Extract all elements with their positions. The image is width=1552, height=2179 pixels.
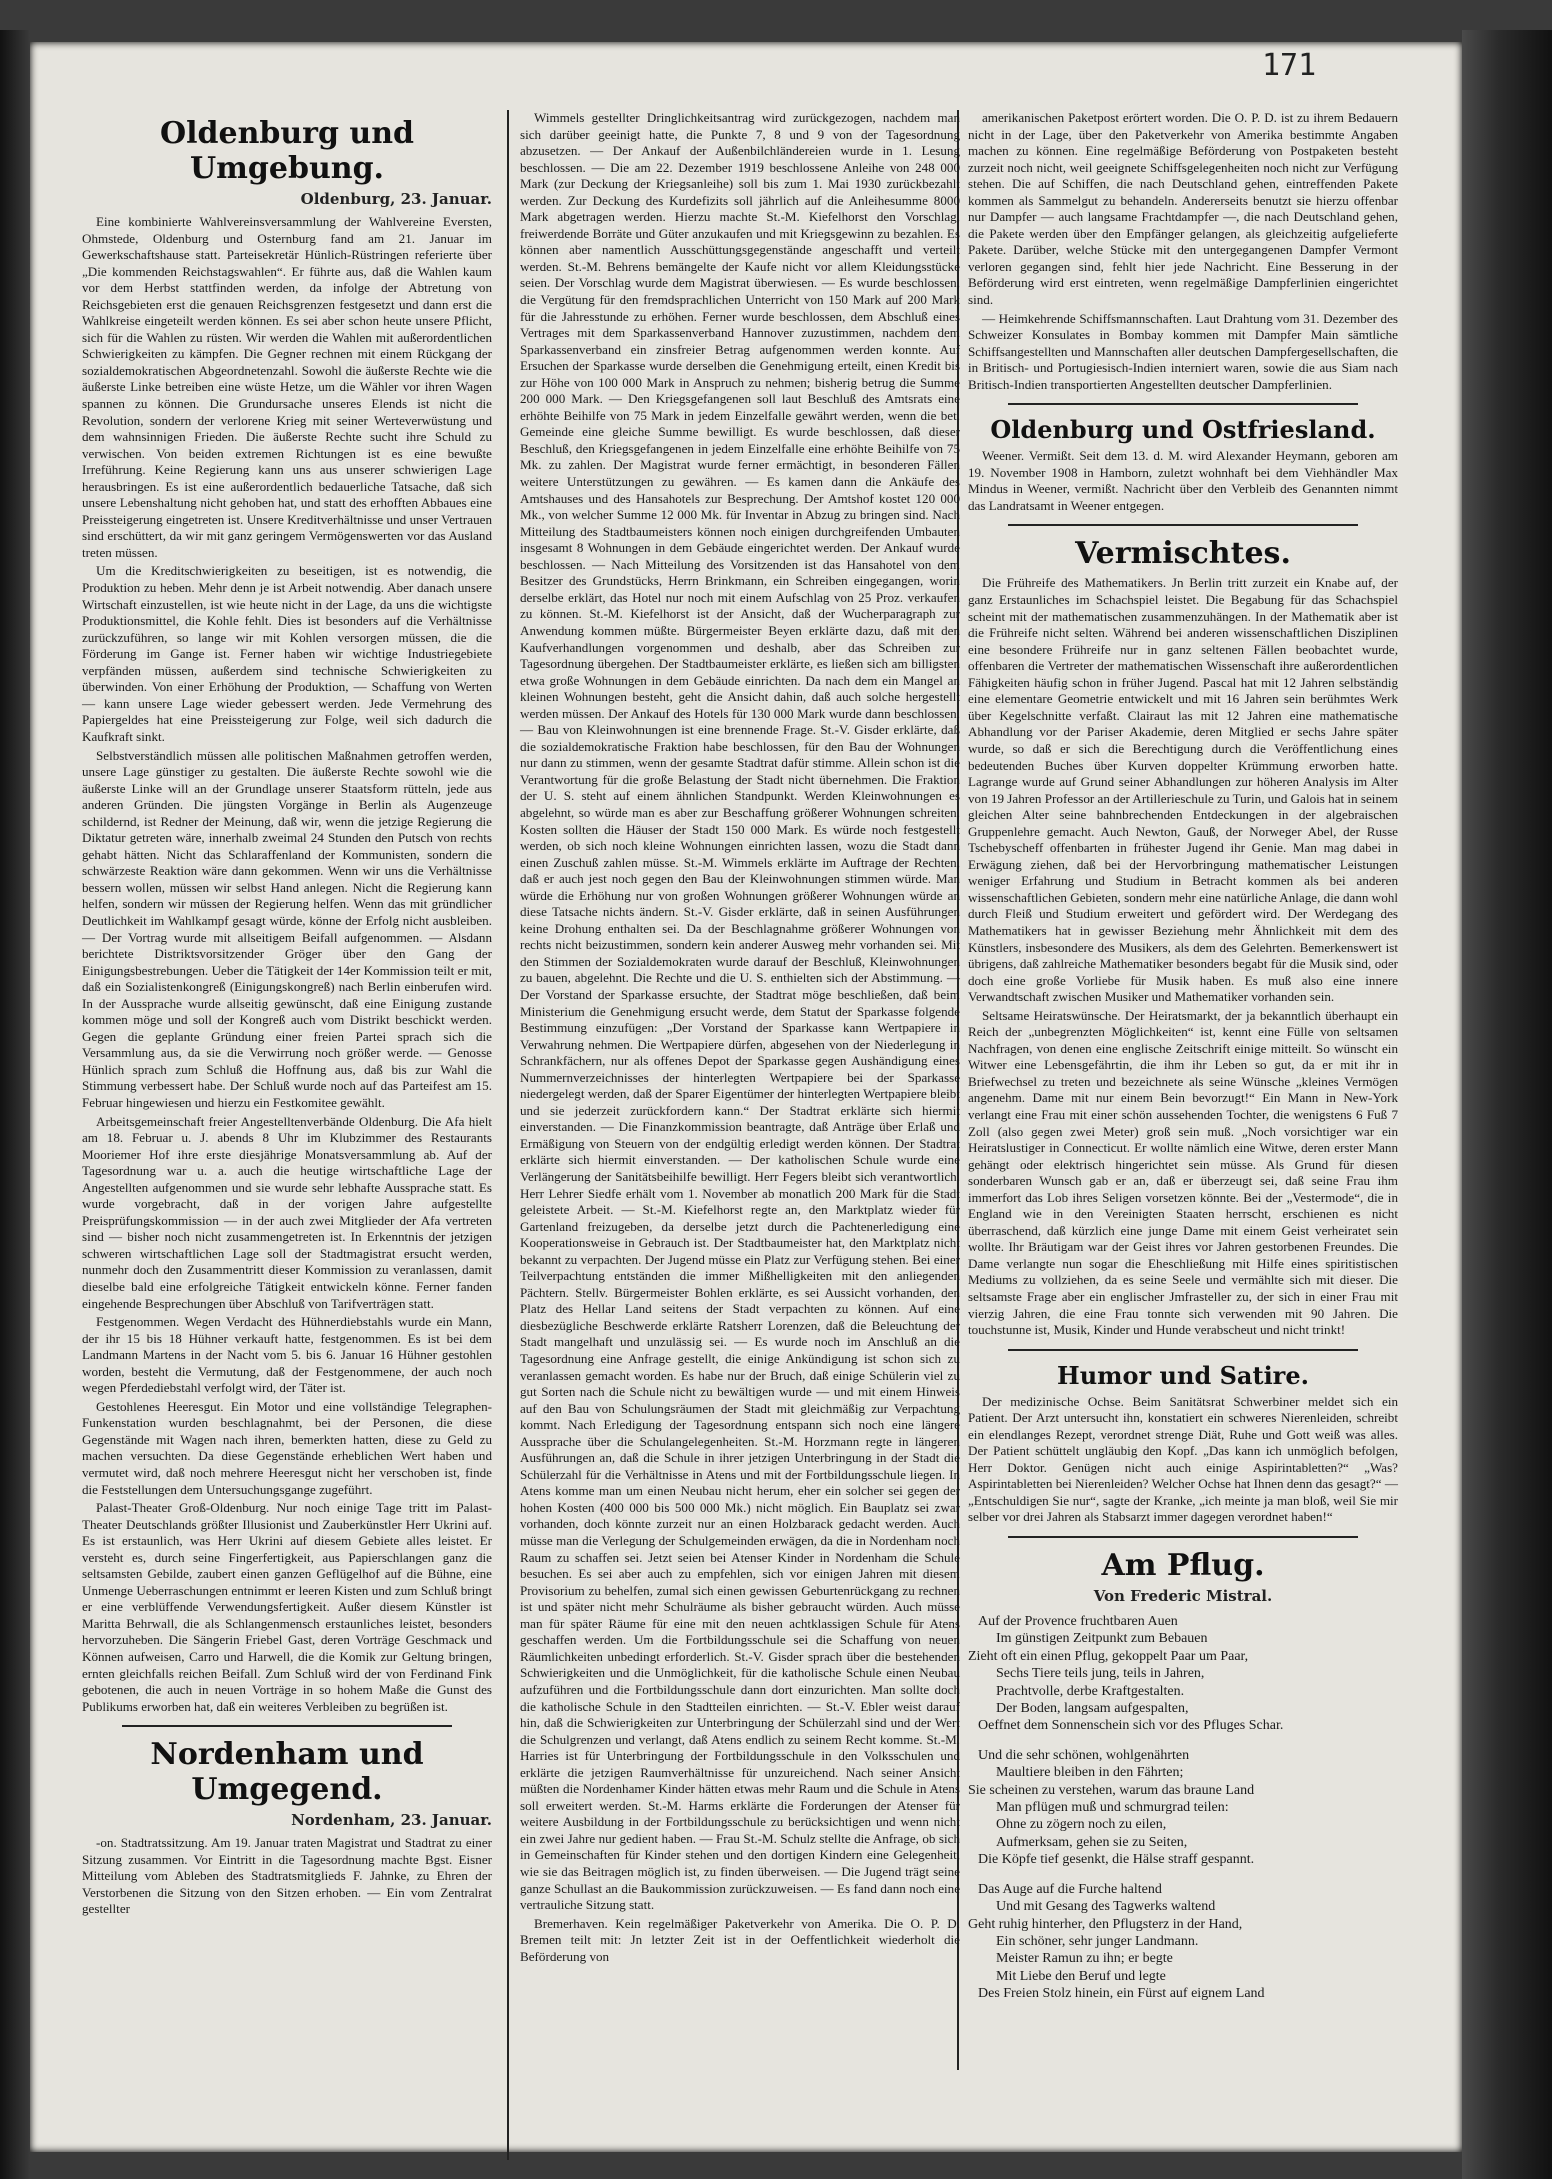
article-paketverkehr bbox=[968, 110, 1398, 393]
poem-line: Geht ruhig hinterher, den Pflugsterz in der Hand, bbox=[968, 1916, 1243, 1932]
poem-line: Des Freien Stolz hinein, ein Fürst auf eignem Land bbox=[978, 1986, 1265, 2002]
dateline-nordenham: Nordenham, 23. Januar. bbox=[291, 1811, 492, 1830]
poem-line: Sie scheinen zu verstehen, warum das braune Land bbox=[968, 1782, 1255, 1798]
poem-author: Von Frederic Mistral. bbox=[1093, 1587, 1273, 1606]
article-group-2 bbox=[82, 1114, 492, 1716]
paragraph: Seltsame Heiratswünsche. Der Heiratsmarkt, der ja bekanntlich überhaupt ein Reich der „unbegrenzten Möglichkeiten“ ist, kennt eine Fülle von seltsamen Nachfragen, von denen eine englische Zeitschrift einige mitteilt. So wünscht ein Witwer eine Lebensgefährtin, die ihm ihr Leben so gut, da er mit ihr in Briefwechsel zu treten und bezeichnete als seine Wünsche „kleines Vermögen angenehm. Dame mit nur einem Bein bevorzugt!“ Ein Mann in New-York verlangt eine Frau mit einer schön aussehenden Tochter, die wenigstens 6 Fuß 7 Zoll (also gegen zwei Meter) groß sein muß. „Noch vorsichtiger war ein Heiratslustiger in Connecticut. Er wollte nämlich eine Witwe, deren erster Mann gehängt oder elektrisch hingerichtet sein müsse. Als Grund für diesen sonderbaren Wunsch gab er an, daß er überzeugt sei, daß seine Frau ihm immerfort das Lob ihres Seligen vorsetzen könnte. Bei der „Vestermode“, die in England wie in den Vereinigten Staaten herrscht, erschienen es nicht überraschend, daß kürzlich eine junge Dame mit einem Geist verheiratet sein wollte. Ihr Bräutigam war der Geist ihres vor Jahren gestorbenen Freundes. Die Dame verlangte nun sogar die Eheschließung mit Hilfe eines spiritistischen Mediums zu vollziehen, da es seine Seele und vermählte sich mit dieser. Die seltsamste Frage aber ein englischer Jmfrasteller zu, der sich in einer Frau mit vierzig Jahren, die eine Frau tonnte sich verwenden mit 90 Jahren. Die touchstunne ist, Musik, Kinder und Hunde verabscheut und nicht trinkt! bbox=[968, 1007, 1398, 1338]
article-humor bbox=[968, 1394, 1398, 1526]
poem-line: Die Köpfe tief gesenkt, die Hälse straff gespannt. bbox=[978, 1852, 1255, 1868]
article-weener bbox=[968, 448, 1398, 514]
paragraph: amerikanischen Paketpost erörtert worden. Die O. P. D. ist zu ihrem Bedauern nicht in der Lage, über den Paketverkehr von Amerika bestimmte Angaben machen zu können. Eine regelmäßige Beförderung von Postpaketen besteht zurzeit noch nicht, weil geeignete Schiffsgelegenheiten noch nicht zur Verfügung stehen. Die auf Schiffen, die nach Deutschland gehen, eintreffenden Pakete kommen als Sammelgut zu behandeln. Andererseits benutzt sie hierzu offenbar nur Dampfer — auch langsame Frachtdampfer —, die nach Deutschland gehen, die Pakete werden über den Empfänger gelangen, als gleichzeitig aufgelieferte Pakete. Darüber, welche Stücke mit den untergegangenen Dampfer Vermont verloren gegangen sind, fehlt hier jede Nachricht. Eine Besserung in der Beförderung wird erst eintreten, wenn regelmäßige Dampferlinien eingerichtet sind. bbox=[968, 110, 1398, 308]
section-divider bbox=[1008, 524, 1358, 526]
poem-line: Sechs Tiere teils jung, teils in Jahren, bbox=[996, 1666, 1205, 1682]
poem-line: Auf der Provence fruchtbaren Auen bbox=[978, 1614, 1178, 1630]
poem-line: Der Boden, langsam aufgespalten, bbox=[996, 1701, 1189, 1717]
section-heading-humor: Humor und Satire. bbox=[1057, 1360, 1309, 1390]
column-2 bbox=[520, 110, 960, 1967]
section-heading-nordenham: Nordenham und Umgegend. bbox=[150, 1737, 424, 1808]
column-1 bbox=[82, 110, 492, 1920]
poem-line: Maultiere bleiben in den Fährten; bbox=[996, 1765, 1184, 1781]
poem-line: Zieht oft ein einen Pflug, gekoppelt Paar um Paar, bbox=[968, 1648, 1249, 1664]
book-left-edge bbox=[0, 30, 30, 2179]
paragraph: Die Frühreife des Mathematikers. Jn Berlin tritt zurzeit ein Knabe auf, der ganz Erstaunliches im Schachspiel leistet. Die Begabung für das Schachspiel scheint mit der mathematischen zusammenzuhängen. In der Mathematik aber ist die Frühreife nicht selten. Während bei anderen wissenschaftlichen Disziplinen eine besondere Frühreife nur in ganz seltenen Fällen beobachtet wurde, offenbaren die Vertreter der mathematischen Wissenschaft ihre außerordentlichen Fähigkeiten häufig schon in früher Jugend. Pascal hat mit 12 Jahren selbständig eine elementare Geometrie entwickelt und mit 16 Jahren sein berühmtes Werk über Kegelschnitte verfaßt. Clairaut las mit 12 Jahren eine mathematische Abhandlung vor der Pariser Akademie, deren Mitglied er sechs Jahre später wurde, so daß er sich die Berechtigung durch die Veröffentlichung eines bedeutenden Buches über Kurven doppelter Krümmung erworben hatte. Lagrange wurde auf Grund seiner Abhandlungen zur höheren Analysis im Alter von 19 Jahren Professor an der Artillerieschule zu Turin, und Galois hat in seinem gleichen Alter seine bahnbrechenden Entdeckungen in der algebraischen Gruppenlehre gemacht. Auch Newton, Gauß, der Norweger Abel, der Russe Tschebyscheff offenbarten in frühester Jugend ihr Genie. Man mag dabei in Erwägung ziehen, daß bei der Hervorbringung mathematischer Leistungen weniger Erfahrung und Studium in Betracht kommen als bei anderen wissenschaftlichen Gebieten, sondern mehr eine natürliche Anlage, die dann wohl durch Fleiß und Studium erweitert und gefördert wird. Der Werdegang des Mathematikers hat in gewisser Beziehung mehr Ähnlichkeit mit dem des Künstlers, insbesondere des Musikers, als dem des Gelehrten. Bemerkenswert ist übrigens, daß zahlreiche Mathematiker besonders begabt für die Musik sind, oder doch eine große Vorliebe für Musik haben. Es muß also eine innere Verwandtschaft zwischen Musiker und Mathematiker vorhanden sein. bbox=[968, 575, 1398, 1005]
section-divider bbox=[1008, 1536, 1358, 1538]
poem-title: Am Pflug. bbox=[1101, 1548, 1265, 1584]
section-divider bbox=[1008, 1349, 1358, 1351]
poem-line: Und die sehr schönen, wohlgenährten bbox=[978, 1747, 1190, 1763]
paragraph: Um die Kreditschwierigkeiten zu beseitigen, ist es notwendig, die Produktion zu heben. Mehr denn je ist Arbeit notwendig. Aber danach unsere Wirtschaft einzustellen, ist wie heute nicht in der Lage, da uns die wichtigste Produktionsmittel, die Kohle fehlt. Dies ist besonders auf die Verhältnisse zurückzuführen, so lange wir mit Kohlen versorgen müssen, die die Förderung im Gange ist. Ferner haben wir wichtige Industriegebiete verpfänden müssen, außerdem sind technische Schwierigkeiten zu überwinden. Von einer Erhöhung der Produktion, — Schaffung von Werten — kann unsere Lage wieder gebessert werden. Jede Vermehrung des Papiergeldes hat eine Preissteigerung zur Folge, weil sich dadurch die Kaufkraft sinkt. bbox=[82, 563, 492, 744]
paragraph: Arbeitsgemeinschaft freier Angestelltenverbände Oldenburg. Die Afa hielt am 18. Februar u. J. abends 8 Uhr im Klubzimmer des Restaurants Mooriemer Hof ihre erste diesjährige Monatsversammlung ab. Auf der Tagesordnung war u. a. auch die heutige wirtschaftliche Lage der Angestellten aufgenommen und sie wurde sehr lebhafte Aussprache statt. Es wurde vorgebracht, daß in der vorigen Jahre aufgestellte Preisprüfungskommission — in der auch zwei Mitglieder der Afa vertreten sind — bisher noch nicht zusammengetreten ist. In Erkenntnis der jetzigen schweren wirtschaftlichen Lage soll der Stadtmagistrat ersucht werden, nunmehr doch den Zusammentritt dieser Kommission zu veranlassen, damit dieselbe bald eine erfolgreiche Tätigkeit entwickeln könne. Ferner fanden eingehende Besprechungen über Abschluß von Tarifverträgen statt. bbox=[82, 1113, 492, 1311]
section-divider bbox=[122, 1725, 452, 1727]
paragraph: — Heimkehrende Schiffsmannschaften. Laut Drahtung vom 31. Dezember des Schweizer Konsulates in Bombay kommen mit Dampfer Main sämtliche Schiffsangestellten und Mannschaften aller deutschen Dampfergesellschaften, die in Britisch- und Portugiesisch-Indien interniert waren, sowie die aus Siam nach Britisch-Indien transportierten Angestellten deutscher Dampferlinien. bbox=[968, 310, 1398, 392]
poem-body bbox=[968, 1613, 1398, 2003]
book-spine bbox=[1462, 30, 1552, 2179]
paragraph: Selbstverständlich müssen alle politischen Maßnahmen getroffen werden, unsere Lage günstiger zu gestalten. Die äußerste Rechte sowohl wie die äußerste Linke will an der Grundlage unserer Staatsform rütteln, jede aus anderen Gründen. Die jüngsten Vorgänge in Berlin als Augenzeuge schildernd, ist Redner der Meinung, daß wir, wenn die jetzige Regierung die Diktatur getreten wäre, innerhalb zweimal 24 Stunden den Putsch von rechts gehabt hätten. Nicht das Schlaraffenland der Kommunisten, sondern die schwärzeste Reaktion wäre dann gekommen. Wenn wir uns die Verhältnisse bessern wollen, müssen wir selbst Hand anlegen. Nicht die Regierung kann helfen, sondern wir müssen der Regierung helfen. Wenn das mit gründlicher Deutlichkeit im Wahlkampf gesagt würde, könne der Erfolg nicht ausbleiben. — Der Vortrag wurde mit allseitigem Beifall aufgenommen. — Alsdann berichtete Distriktsvorsitzender Gröger über den Gang der Einigungsbestrebungen. Ueber die Tätigkeit der 14er Kommission teilt er mit, daß ein Sozialistenkongreß (Einigungskongreß) nach Berlin einberufen wird. In der Aussprache wurde allseitig gewünscht, daß eine Einigung zustande kommen möge und soll der Kongreß auch vom Distrikt beschickt werden. Gegen die geplante Gründung einer freien Partei sprach sich die Versammlung aus, da sie die Verwirrung noch größer werde. — Genosse Hünlich sprach zum Schluß die Hoffnung aus, daß bis zur Wahl die Stimmung verbessert habe. Der Schluß wurde noch auf das Parteifest am 15. Februar hingewiesen und hierzu ein Festkomitee gewählt. bbox=[82, 747, 492, 1110]
page-number: 171 bbox=[1262, 48, 1317, 83]
section-heading-vermischtes: Vermischtes. bbox=[1075, 536, 1291, 572]
poem-line: Ohne zu zögern noch zu eilen, bbox=[996, 1817, 1167, 1833]
paragraph: Der medizinische Ochse. Beim Sanitätsrat Schwerbiner meldet sich ein Patient. Der Arzt untersucht ihn, konstatiert ein schweres Nierenleiden, schreibt ein elendlanges Rezept, verordnet strenge Diät, Ruhe und Gott weiß was alles. Der Patient schüttelt ungläubig den Kopf. „Das kann ich unmöglich befolgen, Herr Doktor. Genügen nicht auch einige Aspirintabletten?“ „Was? Aspirintabletten bei Nierenleiden? Welcher Ochse hat Ihnen denn das gesagt?“ — „Entschuldigen Sie nur“, sagte der Kranke, „ich meinte ja man bloß, weil Sie mir selber vor drei Jahren als Stabsarzt immer dagegen verordnet haben!“ bbox=[968, 1393, 1398, 1525]
paragraph: Gestohlenes Heeresgut. Ein Motor und eine vollständige Telegraphen-Funkenstation wurden beschlagnahmt, bei der Personen, die diese Gegenstände mit Wagen nach ihren, bemerkten hatten, diese zu Geld zu machen versuchten. Da diese Gegenstände erheblichen Wert haben und vermutet wird, daß noch mehrere Heeresgut nicht her verschoben ist, finde die Feststellungen dem Untersuchungsgange zugeführt. bbox=[82, 1398, 492, 1497]
poem-stanza bbox=[968, 1613, 1398, 1735]
poem-line: Man pflügen muß und schmurgrad teilen: bbox=[996, 1800, 1229, 1816]
section-heading-ostfriesland: Oldenburg und Ostfriesland. bbox=[990, 415, 1376, 445]
paragraph: Weener. Vermißt. Seit dem 13. d. M. wird Alexander Heymann, geboren am 19. November 1908 in Hamborn, zuletzt wohnhaft bei dem Viehhändler Max Mindus in Weener, vermißt. Nachricht über den Verbleib des Genannten nimmt das Landratsamt in Weener entgegen. bbox=[968, 448, 1398, 513]
poem-line: Aufmerksam, gehen sie zu Seiten, bbox=[996, 1834, 1188, 1850]
section-divider bbox=[1008, 403, 1358, 405]
column-3 bbox=[968, 110, 1398, 2015]
poem-line: Oeffnet dem Sonnenschein sich vor des Pfluges Schar. bbox=[978, 1718, 1284, 1734]
poem-stanza bbox=[968, 1881, 1398, 2003]
poem-line: Das Auge auf die Furche haltend bbox=[978, 1881, 1162, 1897]
article-vermischtes bbox=[968, 575, 1398, 1338]
paragraph: Wimmels gestellter Dringlichkeitsantrag wird zurückgezogen, nachdem man sich darüber geeinigt hatte, die Punkte 7, 8 und 9 von der Tagesordnung abzusetzen. — Der Ankauf der Außenbilchländereien wurde in 1. Lesung beschlossen. — Die am 22. Dezember 1919 beschlossene Anleihe von 248 000 Mark (zur Deckung der Kriegsanleihe) soll bis zum 1. Mai 1930 zurückbezahlt werden. Zur Deckung des Kurdefizits soll jährlich auf die Anleihesumme 8000 Mark abgetragen werden. Hierzu machte St.-M. Kiefelhorst den Vorschlag, freiwerdende Borräte und Güter anzukaufen und mit Kriegsgewinn zu bezahlen. Es können aber namentlich Ausschüttungsgegenstände angeschafft und verteilt werden. St.-M. Behrens bemängelte der Kaufe nicht vor allem Kleidungsstücke seien. Der Vorschlag wurde dem Magistrat überwiesen. — Es wurde beschlossen, die Vergütung für den fremdsprachlichen Unterricht von 150 Mark auf 200 Mark für die Jahresstunde zu erhöhen. Ferner wurde beschlossen, dem Abschluß eines Vertrages mit dem Sparkassenverband Hannover zuzustimmen, nachdem dem Sparkassenverband ein zinsfreier Betrag aufgenommen werden konnte. Auf Ersuchen der Sparkasse wurde derselben die Genehmigung erteilt, einen Kredit bis zur Höhe von 100 000 Mark in Anspruch zu nehmen; bisherig betrug die Summe 200 000 Mark. — Den Kriegsgefangenen soll laut Beschluß des Amtsrats eine erhöhte Beihilfe von 75 Mark in jedem Einzelfalle gewährt werden, wenn die bet. Gemeinde eine gleiche Summe bewilligt. Es wurde beschlossen, daß dieser Beschluß, den Kriegsgefangenen in jedem Einzelfalle eine erhöhte Beihilfe von 75 Mk. zu zahlen. Der Magistrat wurde ferner ermächtigt, in besonderen Fällen weitere Unterstützungen zu gewähren. — Es kamen dann die Ankäufe des Amtshauses und des Hansahotels zur Besprechung. Der Amtshof kostet 120 000 Mk., von welcher Summe 12 000 Mk. für Inventar in Abzug zu bringen sind. Nach Mitteilung des Stadtbaumeisters können noch einigen durchgreifenden Umbauten insgesamt 8 Wohnungen in dem Gebäude eingerichtet werden. Der Ankauf wurde beschlossen. — Nach Mitteilung des Vorsitzenden ist das Hansahotel von dem Besitzer des Grundstücks, Herrn Brinkmann, ein Schreiben eingegangen, worin derselbe erklärt, das Hotel nur noch mit einem Aufschlag von 25 Proz. verkaufen zu können. St.-M. Kiefelhorst ist der Ansicht, daß der Wucherparagraph zur Anwendung kommen müßte. Bürgermeister Beyen erklärte dazu, daß mit den Kaufverhandlungen vorgenommen und deshalb, aber das Schreiben zur Tagesordnung übergehen. Der Stadtbaumeister erklärte, es ließen sich am billigsten etwa große Wohnungen in dem Gebäude einrichten. Da nach dem ein Mangel an kleinen Wohnungen besteht, geht die Ansicht dahin, daß auch solche hergestellt werden müssen. Der Ankauf des Hotels für 130 000 Mark wurde dann beschlossen. — Bau von Kleinwohnungen ist eine brennende Frage. St.-V. Gisder erklärte, daß die sozialdemokratische Fraktion habe beschlossen, für den Bau der Wohnungen nur dann zu stimmen, wenn der gesamte Stadtrat dafür stimme. Allein schon ist die Verantwortung für die große Belastung der Stadt nicht übernehmen. Die Fraktion der U. S. steht auf einem ähnlichen Standpunkt. Werden Kleinwohnungen es abgelehnt, so würde man es aber zur Beschaffung größerer Wohnungen schreiten. Kosten sollten die Häuser der Stadt 150 000 Mark. Es würde noch festgestellt werden, ob sich noch kleine Wohnungen einrichten lassen, wozu die Stadt dann einen Zuschuß zahlen müsse. St.-M. Wimmels erklärte im Auftrage der Rechten, daß er auch jest noch gegen den Bau der Kleinwohnungen stimmen würde. Man würde die Erhöhung nur von großen Wohnungen größerer Wohnungen würde an diese Tatsache nichts ändern. St.-V. Gisder erklärte, daß in seinen Ausführungen keine Drohung enthalten sei. Da der Beschlagnahme größerer Wohnungen von rechts nicht beizustimmen, sondern kein anderer Ausweg mehr vorhanden sei. Mit den Stimmen der Sozialdemokraten wurde darauf der Beschluß, Kleinwohnungen zu bauen, abgelehnt. Die Rechte und die U. S. enthielten sich der Abstimmung. — Der Vorstand der Sparkasse ersuchte, der Stadtrat möge beschließen, daß beim Ministerium die Genehmigung ersucht werde, dem Statut der Sparkasse folgende Bestimmung einzufügen: „Der Vorstand der Sparkasse kann Wertpapiere in Verwahrung nehmen. Die Wertpapiere dürfen, abgesehen von der Niederlegung in Schrankfächern, nur als offenes Depot der Sparkasse gegen Aushändigung eines Nummernverzeichnisses der hinterlegten Wertpapiere bei der Sparkasse niedergelegt werden, daß der Sparer Eigentümer der hinterlegten Wertpapiere bleibt und sie jederzeit zurückfordern kann.“ Der Stadtrat erklärte sich hiermit einverstanden. — Die Finanzkommission beantragte, daß Anträge über Erlaß und Ermäßigung von Steuern von der endgültig erledigt werden können. Der Stadtrat erklärte sich hiermit einverstanden. — Der katholischen Schule wurde eine Verlängerung der Sanitätsbeihilfe bewilligt. Herr Fegers bleibt sich verantwortlich. Herr Lehrer Siedfe erhält vom 1. November ab monatlich 200 Mark für die Stadt geleistete Arbeit. — St.-M. Kiefelhorst regte an, den Marktplatz wieder für Gartenland freizugeben, da derselbe jetzt durch die Pachtenerledigung eine Kooperationsweise in Gebrauch ist. Der Stadtbaumeister hat, den Marktplatz nicht bekannt zu verpachten. Der Jugend müsse ein Platz zur Verfügung stehen. Bei einer Teilverpachtung entständen die immer Mißhelligkeiten mit den anliegenden Pächtern. Stellv. Bürgermeister Bohlen erklärte, es sei Aussicht vorhanden, den Platz des Hellar Land seitens der Stadt verpachten zu können. Auf eine diesbezügliche Beschwerde erklärte Ratsherr Lorenzen, daß die Beleuchtung der Stadt mangelhaft und unzulässig sei. — Es wurde noch im Anschluß an die Tagesordnung eine Anfrage gestellt, die einige Ankündigung ist schon sich zu veranlassen gemacht worden. Es habe nur der Bruch, daß einige Schülerin viel zu gut Sorten nach die Schule nicht zu bewältigen wurde — und mit einem Hinweis auf den Bau von Schulungsräumen der Stadt mit gleichmäßig zur Verpachtung kommt. Nach Erledigung der Tagesordnung entspann sich noch eine längere Aussprache über die Schulangelegenheiten. St.-M. Horzmann regte in längeren Ausführungen an, daß die Schule in ihrer jetzigen Unterbringung in der Stadt die Schülerzahl für die Verhältnisse in Atens und mit der Fortbildungsschule liegen. In Atens komme man um einen Neubau nicht herum, eher ein solcher sei gegen der hohen Kosten (400 000 bis 500 000 Mk.) nicht möglich. Ein Bauplatz sei zwar vorhanden, doch könnte zurzeit nur an einen Holzbarack gedacht werden. Auch müsse man die Verlegung der Schulgemeinden erwägen, da die in Nordenham noch Raum zu schaffen sei. Jetzt seien bei Atenser Kinder in Nordenham die Schule besuchen. Es sei aber auch zu empfehlen, sich vor einigen Jahren mit diesem Provisorium zu behelfen, zumal sich einen gewissen Geburtenrückgang zu rechnen ist und später nicht mehr Schulräume als bisher gebraucht würden. Auch müsse man für später Räume für eine mit den neuen achtklassigen Schule für Atens geschaffen werden. Um die Fortbildungsschule sei die Schaffung von neuen Räumlichkeiten unbedingt erforderlich. St.-V. Gisder sprach über die bestehenden Schwierigkeiten und die Unmöglichkeit, für die katholische Schule einen Neubau aufzuführen und die Fortbildungsschule dann dort einzurichten. Man sollte doch die katholische Schule in den Stadtteilen einrichten. — St.-V. Ebler weist darauf hin, daß die Schwierigkeiten zur Unterbringung der Schülerzahl sind und der Wert die Schulgrenzen und verlangt, daß Atens endlich zu seinem Recht komme. St.-M. Harries ist für Unterbringung der Fortbildungsschule in den Volksschulen und erklärte die jetzigen Raumverhältnisse für unzureichend. Nach seiner Ansicht müßten die Nordenhamer Kinder hätten etwas mehr Raum und die Schule in Atens soll erweitert werden. St.-M. Harms erklärte die Forderungen der Atenser für weitere Ausbildung in der Fortbildungsschule zu berücksichtigen und wenn nicht ein zwei Jahre nur gedient haben. — Frau St.-M. Schulz stellte die Anfrage, ob sich in Gemeinschaften für Kinder stehen und den dortigen Kindern eine Gelegenheit, wie sie das Beitragen möglich ist, zu finden überweisen. — Die Jugend trägt seine ganze Schullast an die Baukommission zurückzuweisen. — Es fand dann noch eine vertrauliche Sitzung statt. bbox=[520, 110, 960, 1913]
poem-line: Prachtvolle, derbe Kraftgestalten. bbox=[996, 1683, 1185, 1699]
article-stadtrat-continued bbox=[520, 110, 960, 1965]
section-heading-oldenburg: Oldenburg und Umgebung. bbox=[159, 116, 415, 186]
paragraph: -on. Stadtratssitzung. Am 19. Januar traten Magistrat und Stadtrat zu einer Sitzung zusammen. Vor Eintritt in die Tagesordnung machte Bgst. Eisner Mitteilung vom Ableben des Stadtratsmitglieds F. Jahnke, zu Ehren der Verstorbenen die Sitzung von den Sitzen erhoben. — Ein vom Zentralrat gestellter bbox=[82, 1835, 492, 1917]
article-group-1 bbox=[82, 214, 492, 1112]
poem-stanza bbox=[968, 1747, 1398, 1869]
article-group-3 bbox=[82, 1835, 492, 1918]
paragraph: Festgenommen. Wegen Verdacht des Hühnerdiebstahls wurde ein Mann, der ihr 15 bis 18 Hühner verkauft hatte, festgenommen. Es ist bei dem Landmann Martens in der Nacht vom 5. bis 6. Januar 16 Hühner gestohlen worden, besteht die Vermutung, daß der Festgenommene, der auch noch wegen Pferdediebstahl verfolgt wird, der Täter ist. bbox=[82, 1314, 492, 1396]
poem-line: Und mit Gesang des Tagwerks waltend bbox=[996, 1899, 1216, 1915]
paragraph: Palast-Theater Groß-Oldenburg. Nur noch einige Tage tritt im Palast-Theater Deutschlands größter Illusionist und Zauberkünstler Herr Ukrini auf. Es ist erstaunlich, was Herr Ukrini auf diesem Gebiete alles leistet. Er versteht es, durch seine Fingerfertigkeit, aus Papierschlangen ganz die seltsamsten Gebilde, zaubert einen ganzen Geflügelhof auf die Bühne, eine Unmenge Ueberraschungen entnimmt er leeren Kisten und zum Schluß bringt er eine verblüffende Verwendungsfertigkeit. Außer diesem Künstler ist Maritta Behrwall, die als Schlangenmensch erstaunliches leistet, besonders hervorzuheben. Die Sängerin Friebel Gast, deren Vorträge Geschmack und Können aufweisen, Carro und Harwell, die die Komik zur Geltung bringen, ernten gleichfalls reichen Beifall. Zum Schluß wird der von Ferdinand Fink gebotenen, die auch in neuen Vorträge in so hohem Maße die Gunst des Publikums erworben hat, daß ein weiteres Verbleiben zu begrüßen ist. bbox=[82, 1500, 492, 1714]
column-rule-left bbox=[507, 110, 509, 2160]
poem-line: Meister Ramun zu ihn; er begte bbox=[996, 1951, 1173, 1967]
poem-line: Mit Liebe den Beruf und legte bbox=[996, 1968, 1166, 1984]
paragraph: Bremerhaven. Kein regelmäßiger Paketverkehr von Amerika. Die O. P. D. Bremen teilt mit: Jn letzter Zeit ist in der Oeffentlichkeit wiederholt die Beförderung von bbox=[520, 1915, 960, 1964]
paragraph: Eine kombinierte Wahlvereinsversammlung der Wahlvereine Eversten, Ohmstede, Oldenburg und Osternburg fand am 21. Januar im Gewerkschaftshause statt. Parteisekretär Hünlich-Rüstringen referierte über „Die kommenden Reichstagswahlen“. Er führte aus, daß die Wahlen kaum vor dem Herbst stattfinden werden, da infolge der Abtretung von Reichsgebieten erst die genauen Reichsgrenzen festgesetzt und dann erst die Wahlkreise eingeteilt werden können. Es sei aber schon heute unsere Pflicht, sich für die Wahlen zu rüsten. Wir werden die Wahlen mit außerordentlichen Schwierigkeiten zu kämpfen. Die Gegner rechnen mit einem Rückgang der sozialdemokratischen Abgeordnetenzahl. Sowohl die äußerste Rechte wie die äußerste Linke betreiben eine wüste Hetze, um die Wähler vor ihren Wagen spannen zu können. Die Grundursache unseres Elends ist nicht die Revolution, sondern der verlorene Krieg mit seiner Werteverwüstung und dem wahnsinnigen Frieden. Die äußerste Rechte sucht ihre Schuld zu verwischen. Von beiden extremen Richtungen ist es eine bewußte Irreführung. Keine Regierung kann uns aus unserer schwierigen Lage herausbringen. Es ist eine außerordentlich bedauerliche Tatsache, daß sich unsere Lebenshaltung nicht gehoben hat, und statt des erhofften Abbaues eine Preissteigerung eingetreten ist. Unsere Kreditverhältnisse und unser Vertrauen sind erschüttert, da wir mit ganz geringem Vermögenswerten vor das Ausland treten müssen. bbox=[82, 214, 492, 560]
poem-line: Im günstigen Zeitpunkt zum Bebauen bbox=[996, 1631, 1208, 1647]
poem-line: Ein schöner, sehr junger Landmann. bbox=[996, 1933, 1199, 1949]
dateline-oldenburg: Oldenburg, 23. Januar. bbox=[300, 190, 492, 208]
